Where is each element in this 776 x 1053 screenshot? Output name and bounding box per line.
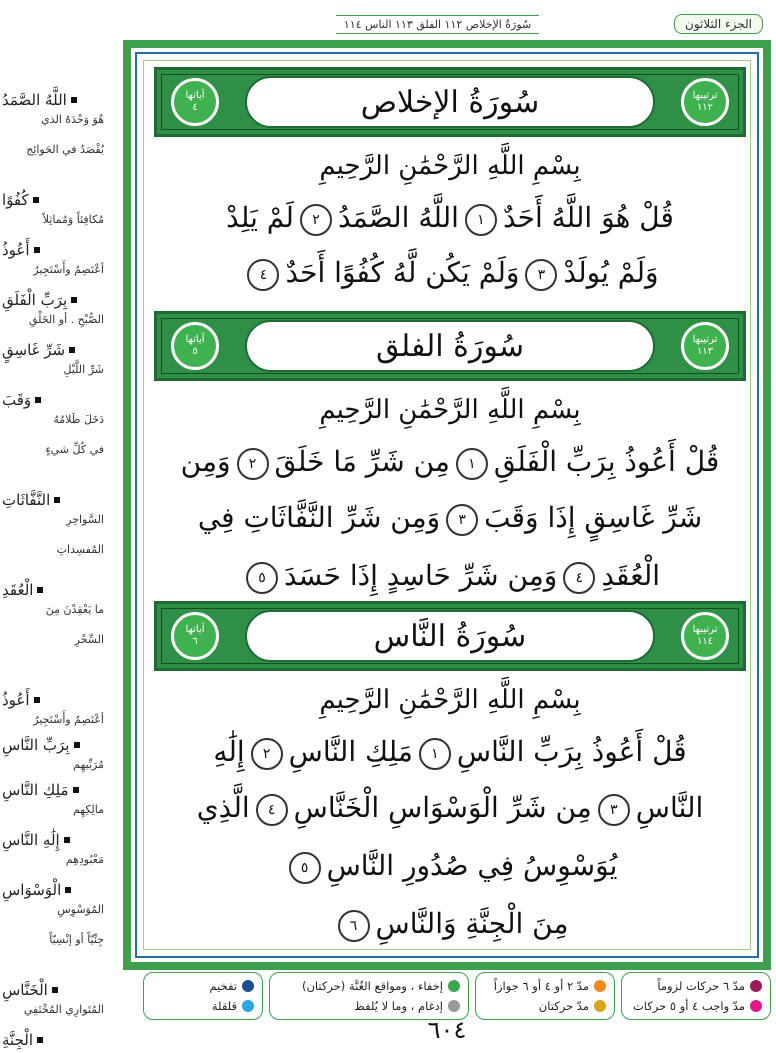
margin-entry [2, 930, 116, 950]
legend-group [475, 972, 615, 1020]
ayah-number-marker: ٢ [300, 204, 332, 236]
margin-meaning: السِّحْرِ [74, 633, 104, 646]
color-dot-icon [594, 980, 606, 992]
margin-meaning: دَخَلَ ظَلامُهُ [53, 413, 104, 426]
ayah-line [154, 907, 746, 942]
surah-title: سُورَةُ الإخلاص [245, 76, 655, 128]
bullet-icon [34, 247, 40, 253]
color-dot-icon [242, 980, 254, 992]
margin-word: بِرَبِّ النَّاسِ [2, 735, 116, 755]
ayah-text: قُلْ هُوَ اللَّهُ أَحَدٌ [502, 201, 674, 234]
margin-entry [2, 780, 116, 820]
ayah-number-marker: ٢ [237, 448, 269, 480]
margin-word: النَّفَّاثَاتِ [2, 490, 116, 510]
ayah-number-marker: ٦ [338, 910, 370, 942]
legend-item: إخفاء ، ومواقع الغُنَّة (حركتان) [278, 979, 460, 993]
ayah-text: قُلْ أَعُوذُ بِرَبِّ النَّاسِ [456, 735, 687, 768]
legend-item: مدّ ٦ حركات لزوماً [630, 979, 762, 993]
margin-meaning: مُرَبِّيهِم [73, 758, 104, 771]
color-dot-icon [750, 980, 762, 992]
margin-entry [2, 630, 116, 650]
ayah-text: قُلْ أَعُوذُ بِرَبِّ الْفَلَقِ [493, 445, 720, 478]
bullet-icon [54, 497, 60, 503]
surah-ayat-badge: آياتها ٦ [171, 612, 219, 660]
ayah-line [154, 256, 746, 291]
surah-title: سُورَةُ النَّاس [245, 610, 655, 662]
margin-entry [2, 690, 116, 730]
bullet-icon [71, 97, 77, 103]
page-number: ٦٠٤ [427, 1016, 467, 1044]
legend-item: تفخيم [152, 979, 254, 993]
margin-entry [2, 90, 116, 130]
color-dot-icon [448, 1000, 460, 1012]
ayah-text: مِن شَرِّ الْوَسْوَاسِ الْخَنَّاسِ [293, 791, 592, 824]
quran-text-area [143, 60, 751, 950]
margin-entry [2, 440, 116, 460]
ayah-text: إِلَٰهِ [213, 735, 245, 768]
ayah-text: وَمِن شَرِّ حَاسِدٍ إِذَا حَسَدَ [283, 559, 558, 592]
ayah-number-marker: ٤ [247, 259, 279, 291]
legend-item: إدغام ، وما لا يُلفظ [278, 999, 460, 1013]
tajweed-legend [123, 972, 771, 1020]
legend-item: مدّ واجب ٤ أو ٥ حركات [630, 999, 762, 1013]
legend-item: قلقلة [152, 999, 254, 1013]
ayah-text: الْعُقَدِ [601, 559, 661, 592]
margin-word: الْجِنَّةِ [2, 1030, 116, 1050]
margin-entry [2, 540, 116, 560]
surah-banner [154, 601, 746, 671]
page-header [123, 10, 771, 38]
surah-order-badge: ترتيبها ١١٤ [681, 612, 729, 660]
bullet-icon [71, 297, 77, 303]
margin-word: اللَّهُ الصَّمَدُ [2, 90, 116, 110]
margin-entry [2, 190, 116, 230]
margin-meaning: يُقْصَدُ في الحَوائِج [26, 143, 104, 156]
ayah-text: وَلَمْ يَكُن لَّهُ كُفُوًا أَحَدٌ [285, 256, 520, 289]
ayah-text: وَمِن [180, 445, 231, 478]
ayah-line [154, 849, 746, 884]
margin-meaning: مالِكِهِم [72, 803, 104, 816]
ayah-text: مِن شَرِّ مَا خَلَقَ [274, 445, 450, 478]
word-meanings-margin [0, 0, 120, 1053]
margin-word: وَقَبَ [2, 390, 116, 410]
juz-label: الجزء الثلاثون [674, 14, 763, 34]
ayah-number-marker: ١ [419, 738, 451, 770]
ayah-text: مِنَ الْجِنَّةِ وَالنَّاسِ [375, 907, 569, 940]
margin-entry [2, 140, 116, 160]
margin-word: الْخَنَّاسِ [2, 980, 116, 1000]
page-frame [123, 40, 771, 970]
surah-banner [154, 311, 746, 381]
bullet-icon [64, 837, 70, 843]
surah-order-badge: ترتيبها ١١٢ [681, 78, 729, 126]
ayah-text: الَّذِي [196, 791, 250, 824]
legend-group [143, 972, 263, 1020]
margin-meaning: هُوَ وَحْدَهُ الذي [41, 113, 104, 126]
margin-entry [2, 390, 116, 430]
margin-entry [2, 830, 116, 870]
ayah-text: وَلَمْ يُولَدْ [563, 256, 659, 289]
ayah-text: لَمْ يَلِدْ [226, 201, 294, 234]
margin-meaning: في كُلِّ شيءٍ [45, 443, 104, 456]
margin-word: كُفُوًا [2, 190, 116, 210]
surah-title: سُورَةُ الفلق [245, 320, 655, 372]
margin-word: أَعُوذُ [2, 240, 116, 260]
color-dot-icon [242, 1000, 254, 1012]
ayah-number-marker: ٤ [256, 794, 288, 826]
ayah-line [154, 791, 746, 826]
ayah-line [154, 501, 746, 536]
bullet-icon [37, 587, 43, 593]
margin-meaning: أعْتَصِمُ وأَسْتَجِيرُ [33, 713, 104, 726]
ayah-number-marker: ٣ [598, 794, 630, 826]
legend-item: مدّ ٢ أو ٤ أو ٦ جوازاً [484, 979, 606, 993]
bullet-icon [65, 887, 71, 893]
margin-entry [2, 880, 116, 920]
margin-entry [2, 580, 116, 620]
margin-entry [2, 980, 116, 1020]
margin-word: الْوَسْوَاسِ [2, 880, 116, 900]
margin-word: شَرِّ غَاسِقٍ [2, 340, 116, 360]
legend-group [621, 972, 771, 1020]
ayah-line [154, 559, 746, 594]
ayah-text: شَرِّ غَاسِقٍ إِذَا وَقَبَ [484, 501, 703, 534]
margin-word: أَعُوذُ [2, 690, 116, 710]
margin-meaning: مَعْبُودِهِم [65, 853, 104, 866]
ayah-number-marker: ٥ [246, 562, 278, 594]
surah-order-badge: ترتيبها ١١٣ [681, 322, 729, 370]
ayah-number-marker: ٥ [289, 852, 321, 884]
bullet-icon [69, 347, 75, 353]
ayah-line [154, 445, 746, 480]
mushaf-page [123, 10, 771, 1013]
ayah-line [154, 735, 746, 770]
bullet-icon [73, 787, 79, 793]
margin-entry [2, 735, 116, 775]
ayah-number-marker: ٣ [525, 259, 557, 291]
margin-meaning: أعْتَصِمُ وأَسْتَجِيرُ [33, 263, 104, 276]
margin-meaning: مُكافِئاً وَمُماثِلاً [42, 213, 104, 226]
ayah-line [154, 201, 746, 236]
basmala: بِسْمِ اللَّهِ الرَّحْمَٰنِ الرَّحِيمِ [319, 151, 581, 181]
bullet-icon [33, 197, 39, 203]
margin-entry [2, 240, 116, 280]
margin-meaning: المُوَسْوِسِ [57, 903, 104, 916]
legend-item: مدّ حركتان [484, 999, 606, 1013]
ayah-text: مَلِكِ النَّاسِ [288, 735, 413, 768]
margin-meaning: جِنِّيّاً أو إنْسِيّاً [49, 933, 104, 946]
color-dot-icon [750, 1000, 762, 1012]
margin-meaning: المُفسِداتِ [56, 543, 104, 556]
margin-entry [2, 1030, 116, 1050]
basmala: بِسْمِ اللَّهِ الرَّحْمَٰنِ الرَّحِيمِ [319, 395, 581, 425]
margin-entry [2, 340, 116, 380]
bullet-icon [35, 397, 41, 403]
margin-meaning: المُتَوارِي المُخْتَفِي [23, 1003, 104, 1016]
color-dot-icon [448, 980, 460, 992]
margin-word: إِلَٰهِ النَّاسِ [2, 830, 116, 850]
margin-meaning: ما يَعْقِدْنَ مِنَ [45, 603, 104, 616]
surah-ayat-badge: آياتها ٤ [171, 78, 219, 126]
bullet-icon [37, 1037, 43, 1043]
color-dot-icon [594, 1000, 606, 1012]
basmala: بِسْمِ اللَّهِ الرَّحْمَٰنِ الرَّحِيمِ [319, 685, 581, 715]
margin-entry [2, 490, 116, 530]
margin-word: الْعُقَدِ [2, 580, 116, 600]
ayah-text: وَمِن شَرِّ النَّفَّاثَاتِ فِي [197, 501, 441, 534]
ayah-number-marker: ٤ [563, 562, 595, 594]
ayah-text: يُوَسْوِسُ فِي صُدُورِ النَّاسِ [326, 849, 618, 882]
margin-entry [2, 290, 116, 330]
surah-banner [154, 67, 746, 137]
ayah-text: النَّاسِ [635, 791, 704, 824]
ayah-number-marker: ٣ [446, 504, 478, 536]
ayah-text: اللَّهُ الصَّمَدُ [337, 201, 459, 234]
ayah-number-marker: ١ [456, 448, 488, 480]
margin-meaning: الصُّبْحِ . أو الخَلْقِ [28, 313, 104, 326]
bullet-icon [34, 697, 40, 703]
margin-meaning: شَرِّ اللَّيْلِ [63, 363, 104, 376]
margin-meaning: السَّواحِرِ [66, 513, 104, 526]
margin-word: بِرَبِّ الْفَلَقِ [2, 290, 116, 310]
margin-word: مَلِكِ النَّاسِ [2, 780, 116, 800]
surah-ayat-badge: آياتها ٥ [171, 322, 219, 370]
legend-group [269, 972, 469, 1020]
ayah-number-marker: ١ [465, 204, 497, 236]
bullet-icon [74, 742, 80, 748]
ayah-number-marker: ٢ [251, 738, 283, 770]
bullet-icon [52, 987, 58, 993]
surah-names-header: سُورَةُ الإخلاص ١١٢ الفلق ١١٣ الناس ١١٤ [336, 15, 539, 34]
